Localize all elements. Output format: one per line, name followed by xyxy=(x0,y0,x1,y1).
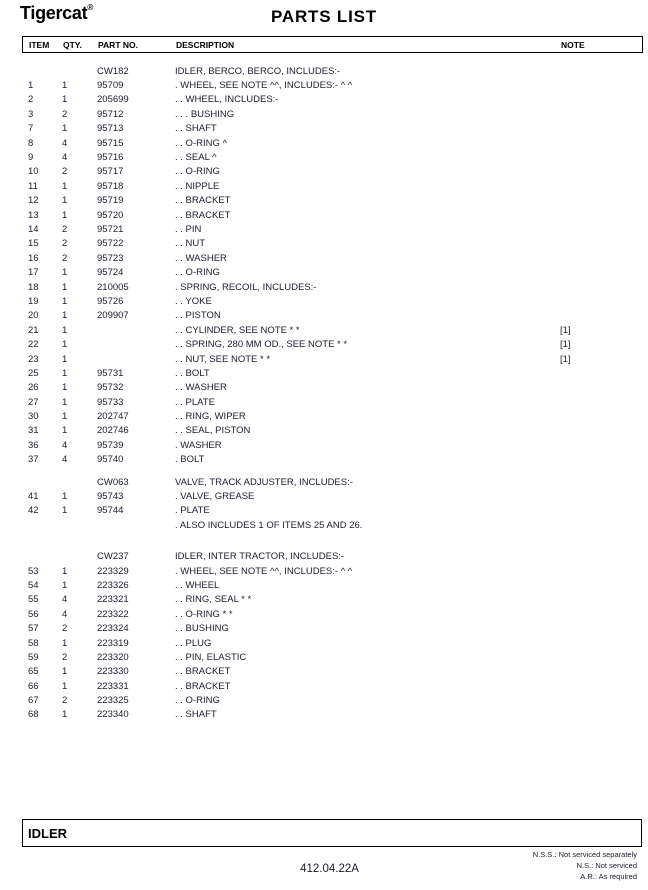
table-body xyxy=(22,64,637,722)
description-cell: IDLER, BERCO, BERCO, INCLUDES:- xyxy=(175,65,341,77)
qty-cell: 1 xyxy=(62,123,68,135)
part-no-cell: 95732 xyxy=(97,382,124,394)
qty-cell: 1 xyxy=(62,295,68,307)
legend-line-ns: N.S.: Not serviced xyxy=(576,860,637,870)
qty-cell: 1 xyxy=(62,195,68,207)
part-no-cell: CW237 xyxy=(97,551,129,563)
description-cell: . . RING, WIPER xyxy=(175,411,246,423)
table-row xyxy=(22,564,637,578)
part-no-cell: CW063 xyxy=(97,476,129,488)
item-cell: 3 xyxy=(28,108,34,120)
table-row xyxy=(22,337,637,351)
part-no-cell: 202746 xyxy=(97,425,129,437)
description-cell: . . SHAFT xyxy=(175,123,217,135)
table-row xyxy=(22,265,637,279)
table-row xyxy=(22,607,637,621)
table-row xyxy=(22,453,637,467)
table-row xyxy=(22,593,637,607)
item-cell: 2 xyxy=(28,94,34,106)
item-cell: 59 xyxy=(28,651,39,663)
description-cell: . . SPRING, 280 MM OD., SEE NOTE * * xyxy=(175,339,348,351)
qty-cell: 1 xyxy=(62,637,68,649)
description-cell: . . WASHER xyxy=(175,382,227,394)
table-row xyxy=(22,280,637,294)
table-row xyxy=(22,194,637,208)
table-row xyxy=(22,64,637,78)
description-cell: IDLER, INTER TRACTOR, INCLUDES:- xyxy=(175,551,345,563)
description-cell: . . RING, SEAL * * xyxy=(175,594,252,606)
legend-line-ar: A.R.: As required xyxy=(580,871,637,881)
qty-cell: 2 xyxy=(62,223,68,235)
table-row xyxy=(22,693,637,707)
part-no-cell: 95713 xyxy=(97,123,124,135)
qty-cell: 1 xyxy=(62,80,68,92)
table-row xyxy=(22,309,637,323)
part-no-cell: 95715 xyxy=(97,137,124,149)
table-row xyxy=(22,708,637,722)
table-row xyxy=(22,395,637,409)
description-cell: . . BOLT xyxy=(175,367,210,379)
item-cell: 42 xyxy=(28,505,39,517)
item-cell: 25 xyxy=(28,367,39,379)
qty-cell: 4 xyxy=(62,137,68,149)
qty-cell: 1 xyxy=(62,367,68,379)
item-cell: 8 xyxy=(28,137,34,149)
part-no-cell: 223324 xyxy=(97,623,129,635)
qty-cell: 4 xyxy=(62,608,68,620)
qty-cell: 1 xyxy=(62,491,68,503)
item-cell: 55 xyxy=(28,594,39,606)
item-cell: 1 xyxy=(28,80,34,92)
table-row xyxy=(22,93,637,107)
table-row xyxy=(22,438,637,452)
part-no-cell: 223322 xyxy=(97,608,129,620)
item-cell: 65 xyxy=(28,666,39,678)
description-cell: . . NUT, SEE NOTE * * xyxy=(175,353,271,365)
registered-trademark-icon: ® xyxy=(87,3,94,12)
table-row xyxy=(22,475,637,489)
description-cell: . . PISTON xyxy=(175,310,221,322)
qty-cell: 2 xyxy=(62,695,68,707)
item-cell: 68 xyxy=(28,709,39,721)
part-no-cell: 95723 xyxy=(97,252,124,264)
table-row xyxy=(22,136,637,150)
item-cell: 30 xyxy=(28,411,39,423)
item-cell: 19 xyxy=(28,295,39,307)
item-cell: 15 xyxy=(28,238,39,250)
part-no-cell: 95716 xyxy=(97,152,124,164)
description-cell: . . BRACKET xyxy=(175,209,231,221)
item-cell: 14 xyxy=(28,223,39,235)
qty-cell: 1 xyxy=(62,680,68,692)
description-cell: . . WASHER xyxy=(175,252,227,264)
description-cell: VALVE, TRACK ADJUSTER, INCLUDES:- xyxy=(175,476,353,488)
part-no-column-header: PART NO. xyxy=(98,39,138,50)
part-no-cell: 223331 xyxy=(97,680,129,692)
table-row xyxy=(22,165,637,179)
table-row xyxy=(22,621,637,635)
item-cell: 11 xyxy=(28,180,38,192)
table-row xyxy=(22,489,637,503)
description-cell: . . CYLINDER, SEE NOTE * * xyxy=(175,324,300,336)
item-cell: 26 xyxy=(28,382,39,394)
document-number: 412.04.22A xyxy=(300,863,359,875)
part-no-cell: 95739 xyxy=(97,439,124,451)
part-no-cell: 223325 xyxy=(97,695,129,707)
qty-cell: 1 xyxy=(62,209,68,221)
description-cell: . PLATE xyxy=(175,505,210,517)
table-row xyxy=(22,636,637,650)
qty-cell: 4 xyxy=(62,594,68,606)
note-column-header: NOTE xyxy=(561,39,585,50)
logo-text: Tigercat xyxy=(20,3,88,23)
table-row xyxy=(22,424,637,438)
description-cell: . . SHAFT xyxy=(175,709,217,721)
part-no-cell: 210005 xyxy=(97,281,129,293)
table-row xyxy=(22,665,637,679)
part-no-cell: 95743 xyxy=(97,491,124,503)
part-no-cell: 95733 xyxy=(97,396,124,408)
qty-cell: 1 xyxy=(62,94,68,106)
table-row xyxy=(22,650,637,664)
part-no-cell: 223320 xyxy=(97,651,129,663)
part-no-cell: 95717 xyxy=(97,166,124,178)
qty-cell: 2 xyxy=(62,252,68,264)
item-cell: 36 xyxy=(28,439,39,451)
table-row xyxy=(22,208,637,222)
description-cell: . . NUT xyxy=(175,238,206,250)
qty-cell: 1 xyxy=(62,565,68,577)
item-cell: 31 xyxy=(28,425,39,437)
item-cell: 9 xyxy=(28,152,34,164)
part-no-cell: 95744 xyxy=(97,505,124,517)
description-cell: . . PIN, ELASTIC xyxy=(175,651,247,663)
part-no-cell: 202747 xyxy=(97,411,129,423)
table-row xyxy=(22,251,637,265)
item-cell: 21 xyxy=(28,324,39,336)
table-row xyxy=(22,409,637,423)
table-row xyxy=(22,504,637,518)
part-no-cell: 209907 xyxy=(97,310,129,322)
qty-cell: 2 xyxy=(62,238,68,250)
qty-cell: 1 xyxy=(62,324,68,336)
description-cell: . WASHER xyxy=(175,439,222,451)
table-row xyxy=(22,352,637,366)
note-cell: [1] xyxy=(560,324,571,336)
description-cell: . . BUSHING xyxy=(175,623,229,635)
item-cell: 41 xyxy=(28,491,39,503)
description-cell: . . O-RING xyxy=(175,166,220,178)
part-no-cell: 95722 xyxy=(97,238,124,250)
qty-cell: 2 xyxy=(62,166,68,178)
item-cell: 7 xyxy=(28,123,34,135)
description-cell: . . O-RING xyxy=(175,267,220,279)
table-row xyxy=(22,518,637,532)
description-cell: . BOLT xyxy=(175,454,205,466)
section-title-label: IDLER xyxy=(28,825,67,841)
table-row xyxy=(22,179,637,193)
qty-cell: 2 xyxy=(62,651,68,663)
qty-cell: 1 xyxy=(62,339,68,351)
qty-cell: 2 xyxy=(62,623,68,635)
table-row xyxy=(22,381,637,395)
qty-cell: 1 xyxy=(62,411,68,423)
description-cell: . . . BUSHING xyxy=(175,108,235,120)
description-cell: . ALSO INCLUDES 1 OF ITEMS 25 AND 26. xyxy=(175,519,363,531)
part-no-cell: 95740 xyxy=(97,454,124,466)
abbreviation-legend xyxy=(533,850,637,882)
table-row xyxy=(22,366,637,380)
legend-line-nss: N.S.S.: Not serviced separately xyxy=(532,850,637,859)
qty-cell: 1 xyxy=(62,396,68,408)
table-row xyxy=(22,222,637,236)
part-no-cell: 223340 xyxy=(97,709,129,721)
item-cell: 18 xyxy=(28,281,39,293)
item-cell: 37 xyxy=(28,454,39,466)
qty-cell: 1 xyxy=(62,579,68,591)
description-cell: . SPRING, RECOIL, INCLUDES:- xyxy=(175,281,317,293)
section-title-box xyxy=(22,819,642,847)
qty-cell: 1 xyxy=(62,353,68,365)
part-no-cell: 95720 xyxy=(97,209,124,221)
description-cell: . . WHEEL, INCLUDES:- xyxy=(175,94,279,106)
item-cell: 67 xyxy=(28,695,39,707)
part-no-cell: 95724 xyxy=(97,267,124,279)
table-row xyxy=(22,78,637,92)
page-title: PARTS LIST xyxy=(271,7,377,26)
description-cell: . . SEAL ^ xyxy=(175,152,217,164)
table-row xyxy=(22,679,637,693)
description-column-header: DESCRIPTION xyxy=(176,39,235,50)
qty-cell: 1 xyxy=(62,666,68,678)
qty-cell: 1 xyxy=(62,281,68,293)
part-no-cell: 223326 xyxy=(97,579,129,591)
item-cell: 54 xyxy=(28,579,39,591)
table-row xyxy=(22,578,637,592)
qty-column-header: QTY. xyxy=(63,39,82,50)
note-cell: [1] xyxy=(560,353,571,365)
qty-cell: 4 xyxy=(62,454,68,466)
description-cell: . . WHEEL xyxy=(175,579,220,591)
item-cell: 17 xyxy=(28,267,39,279)
qty-cell: 1 xyxy=(62,709,68,721)
item-cell: 57 xyxy=(28,623,39,635)
item-cell: 58 xyxy=(28,637,39,649)
part-no-cell: 95709 xyxy=(97,80,124,92)
item-cell: 13 xyxy=(28,209,39,221)
qty-cell: 1 xyxy=(62,505,68,517)
part-no-cell: 223330 xyxy=(97,666,129,678)
item-cell: 66 xyxy=(28,680,39,692)
description-cell: . . PIN xyxy=(175,223,202,235)
qty-cell: 1 xyxy=(62,382,68,394)
item-column-header: ITEM xyxy=(29,39,50,50)
description-cell: . . YOKE xyxy=(175,295,212,307)
description-cell: . WHEEL, SEE NOTE ^^, INCLUDES:- ^ ^ xyxy=(175,565,353,577)
item-cell: 27 xyxy=(28,396,39,408)
table-header-row xyxy=(22,36,643,53)
table-spacer xyxy=(22,533,637,550)
part-no-cell: 95719 xyxy=(97,195,124,207)
table-row xyxy=(22,150,637,164)
qty-cell: 1 xyxy=(62,425,68,437)
part-no-cell: 95726 xyxy=(97,295,124,307)
item-cell: 56 xyxy=(28,608,39,620)
description-cell: . . SEAL, PISTON xyxy=(175,425,251,437)
item-cell: 22 xyxy=(28,339,39,351)
qty-cell: 4 xyxy=(62,439,68,451)
qty-cell: 1 xyxy=(62,267,68,279)
item-cell: 53 xyxy=(28,565,39,577)
table-row xyxy=(22,550,637,564)
description-cell: . . BRACKET xyxy=(175,195,231,207)
item-cell: 20 xyxy=(28,310,39,322)
description-cell: . WHEEL, SEE NOTE ^^, INCLUDES:- ^ ^ xyxy=(175,80,353,92)
part-no-cell: 205699 xyxy=(97,94,129,106)
description-cell: . VALVE, GREASE xyxy=(175,491,255,503)
item-cell: 16 xyxy=(28,252,39,264)
qty-cell: 2 xyxy=(62,108,68,120)
part-no-cell: 223321 xyxy=(97,594,129,606)
part-no-cell: 95721 xyxy=(97,223,124,235)
table-row xyxy=(22,294,637,308)
part-no-cell: 223329 xyxy=(97,565,129,577)
table-row xyxy=(22,107,637,121)
part-no-cell: 95718 xyxy=(97,180,124,192)
part-no-cell: 95712 xyxy=(97,108,124,120)
table-row xyxy=(22,237,637,251)
description-cell: . . BRACKET xyxy=(175,666,231,678)
description-cell: . . O-RING * * xyxy=(175,608,233,620)
table-spacer xyxy=(22,467,637,475)
item-cell: 12 xyxy=(28,195,39,207)
description-cell: . . PLATE xyxy=(175,396,215,408)
item-cell: 23 xyxy=(28,353,39,365)
table-row xyxy=(22,323,637,337)
item-cell: 10 xyxy=(28,166,39,178)
description-cell: . . O-RING ^ xyxy=(175,137,227,149)
note-cell: [1] xyxy=(560,339,571,351)
description-cell: . . NIPPLE xyxy=(175,180,220,192)
part-no-cell: 95731 xyxy=(97,367,124,379)
qty-cell: 1 xyxy=(62,180,68,192)
qty-cell: 1 xyxy=(62,310,68,322)
table-row xyxy=(22,122,637,136)
description-cell: . . BRACKET xyxy=(175,680,231,692)
qty-cell: 4 xyxy=(62,152,68,164)
part-no-cell: CW182 xyxy=(97,65,129,77)
description-cell: . . O-RING xyxy=(175,695,220,707)
part-no-cell: 223319 xyxy=(97,637,129,649)
description-cell: . . PLUG xyxy=(175,637,212,649)
